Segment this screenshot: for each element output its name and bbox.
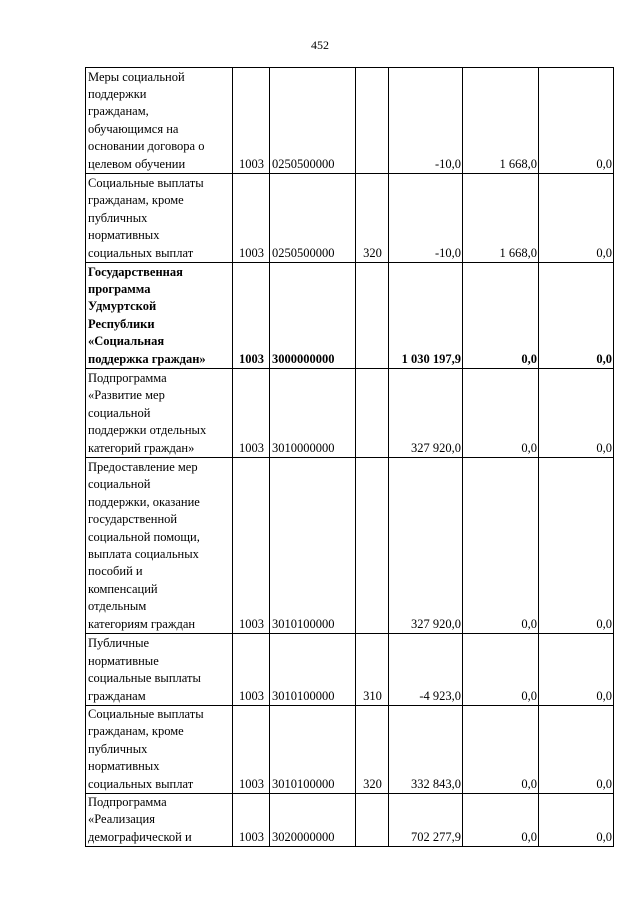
amount2-cell: 0,0 <box>463 634 539 706</box>
amount-cell: 702 277,9 <box>389 794 463 847</box>
amount3-cell: 0,0 <box>539 706 614 794</box>
expense-type-code <box>356 68 389 174</box>
row-name-cell: Государственная программа Удмуртской Республики «Социальная поддержка граждан» <box>86 263 233 369</box>
row-name-cell: Предоставление мер социальной поддержки, оказание государственной социальной помощи, выплата социальных пособий и компенсаций отдельным категориям граждан <box>86 458 233 634</box>
amount2-cell: 1 668,0 <box>463 174 539 263</box>
table-row <box>86 634 614 706</box>
target-code: 3010000000 <box>270 369 356 458</box>
table-row <box>86 174 614 263</box>
section-code: 1003 <box>233 68 270 174</box>
amount3-cell: 0,0 <box>539 174 614 263</box>
expense-type-code: 320 <box>356 174 389 263</box>
amount3-cell: 0,0 <box>539 263 614 369</box>
amount3-cell: 0,0 <box>539 634 614 706</box>
amount-cell: 332 843,0 <box>389 706 463 794</box>
section-code: 1003 <box>233 634 270 706</box>
row-name-cell: Социальные выплаты гражданам, кроме публичных нормативных социальных выплат <box>86 174 233 263</box>
amount2-cell: 1 668,0 <box>463 68 539 174</box>
row-name-cell: Публичные нормативные социальные выплаты гражданам <box>86 634 233 706</box>
section-code: 1003 <box>233 794 270 847</box>
expense-type-code <box>356 263 389 369</box>
table-row <box>86 68 614 174</box>
row-name-cell: Подпрограмма «Развитие мер социальной поддержки отдельных категорий граждан» <box>86 369 233 458</box>
amount-cell: -10,0 <box>389 174 463 263</box>
table-row <box>86 458 614 634</box>
table-row <box>86 794 614 847</box>
table-row <box>86 263 614 369</box>
target-code: 3010100000 <box>270 634 356 706</box>
target-code: 0250500000 <box>270 68 356 174</box>
amount-cell: 1 030 197,9 <box>389 263 463 369</box>
expense-type-code: 320 <box>356 706 389 794</box>
table-row <box>86 706 614 794</box>
section-code: 1003 <box>233 174 270 263</box>
amount2-cell: 0,0 <box>463 794 539 847</box>
amount3-cell: 0,0 <box>539 794 614 847</box>
amount3-cell: 0,0 <box>539 369 614 458</box>
expense-type-code <box>356 369 389 458</box>
expense-type-code <box>356 794 389 847</box>
expense-type-code: 310 <box>356 634 389 706</box>
section-code: 1003 <box>233 458 270 634</box>
target-code: 0250500000 <box>270 174 356 263</box>
row-name-cell: Меры социальной поддержки гражданам, обучающимся на основании договора о целевом обучении <box>86 68 233 174</box>
target-code: 3010100000 <box>270 458 356 634</box>
section-code: 1003 <box>233 369 270 458</box>
amount-cell: 327 920,0 <box>389 458 463 634</box>
amount-cell: -10,0 <box>389 68 463 174</box>
amount2-cell: 0,0 <box>463 263 539 369</box>
amount-cell: -4 923,0 <box>389 634 463 706</box>
expense-type-code <box>356 458 389 634</box>
target-code: 3000000000 <box>270 263 356 369</box>
target-code: 3010100000 <box>270 706 356 794</box>
section-code: 1003 <box>233 263 270 369</box>
section-code: 1003 <box>233 706 270 794</box>
budget-table <box>85 67 614 847</box>
row-name-cell: Социальные выплаты гражданам, кроме публичных нормативных социальных выплат <box>86 706 233 794</box>
amount2-cell: 0,0 <box>463 706 539 794</box>
amount2-cell: 0,0 <box>463 369 539 458</box>
page-number: 452 <box>311 38 329 52</box>
target-code: 3020000000 <box>270 794 356 847</box>
row-name-cell: Подпрограмма «Реализация демографической и <box>86 794 233 847</box>
table-row <box>86 369 614 458</box>
amount2-cell: 0,0 <box>463 458 539 634</box>
amount3-cell: 0,0 <box>539 68 614 174</box>
amount3-cell: 0,0 <box>539 458 614 634</box>
amount-cell: 327 920,0 <box>389 369 463 458</box>
